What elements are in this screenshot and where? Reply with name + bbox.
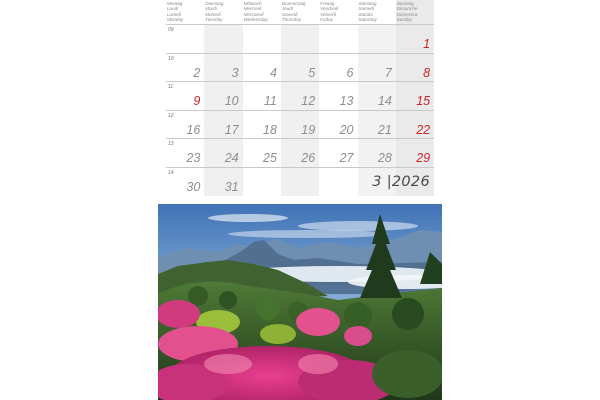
day-cell: 14 [377,94,392,108]
day-header-monday [166,0,204,24]
day-cell: 17 [224,122,239,137]
day-cell: 30 [186,179,201,194]
day-cell: 9 [193,94,201,108]
day-cell: 19 [301,122,316,137]
day-cell: 2 [193,65,201,80]
day-header-line: Montag [167,1,183,6]
day-header-friday [319,0,357,24]
day-header-line: Mardi [205,6,217,12]
day-cell: 12 [301,94,316,108]
day-header-thursday [281,0,319,24]
day-cell: 11 [263,94,277,108]
day-cell: 21 [377,122,392,137]
day-header-line: Domenica [396,11,418,17]
week-number: 12 [168,112,174,119]
day-header-line: Sonntag [396,1,414,6]
day-cell: 24 [224,151,239,165]
day-header-line: Samedi [358,6,374,12]
mountain-landscape-image [158,204,442,400]
day-header-line: Monday [167,17,184,23]
day-header-line: Jeudi [281,6,293,12]
day-header-line: Sabato [358,11,373,17]
day-header-line: Vendredi [320,6,339,12]
day-header-sunday [396,0,434,24]
day-header-tuesday [204,0,242,24]
day-cell: 10 [224,94,239,108]
day-header-line: Mittwoch [243,1,262,6]
month-year-label: 3 |2026 [372,174,430,190]
day-cell: 29 [416,151,431,165]
day-cell: 5 [308,65,316,80]
day-cell: 8 [423,65,431,80]
day-header-line: Wednesday [243,17,268,23]
day-header-line: Tuesday [205,17,223,23]
day-cell: 22 [416,122,431,137]
day-header-line: Venerdì [320,11,337,17]
day-header-line: Mercoledì [243,11,264,17]
day-cell: 15 [416,94,431,108]
day-header-line: Giovedì [281,11,298,17]
day-header-line: Donnerstag [281,1,306,6]
week-number: 14 [168,169,174,176]
week-number: 10 [168,55,174,62]
day-cell: 1 [423,37,431,51]
day-header-line: Martedì [205,11,221,17]
calendar-grid [166,0,434,196]
day-header-saturday [357,0,395,24]
day-header-wednesday [243,0,281,24]
day-cell: 13 [339,94,354,108]
day-cell: 25 [262,151,277,165]
week-number: 13 [168,141,174,147]
day-cell: 16 [186,122,201,137]
week-number: 09 [168,27,174,33]
day-cell: 6 [346,65,354,80]
day-header-row [166,0,434,24]
day-header-line: Lundi [167,6,179,12]
day-header-line: Saturday [358,17,377,23]
day-header-line: Sunday [396,17,413,23]
week-number: 11 [168,84,174,90]
day-cell: 23 [186,151,201,165]
day-header-line: Dienstag [205,1,224,6]
day-cell: 27 [339,151,354,165]
day-header-line: Mercredi [243,6,262,12]
day-header-line: Friday [320,17,333,23]
day-cell: 18 [262,122,277,137]
week-divider [166,24,434,25]
day-cell: 20 [339,122,354,137]
day-header-line: Dimanche [396,6,418,12]
day-cell: 28 [377,151,392,165]
day-cell: 3 [231,65,239,80]
day-cell: 31 [224,179,239,194]
day-header-line: Samstag [358,1,377,6]
day-header-line: Thursday [281,17,301,23]
day-cell: 7 [384,65,392,80]
day-header-line: Freitag [320,1,335,6]
day-cell: 26 [301,151,316,165]
day-cell: 4 [269,65,277,80]
landscape-photo [158,204,442,400]
day-header-line: Lunedì [167,11,182,17]
